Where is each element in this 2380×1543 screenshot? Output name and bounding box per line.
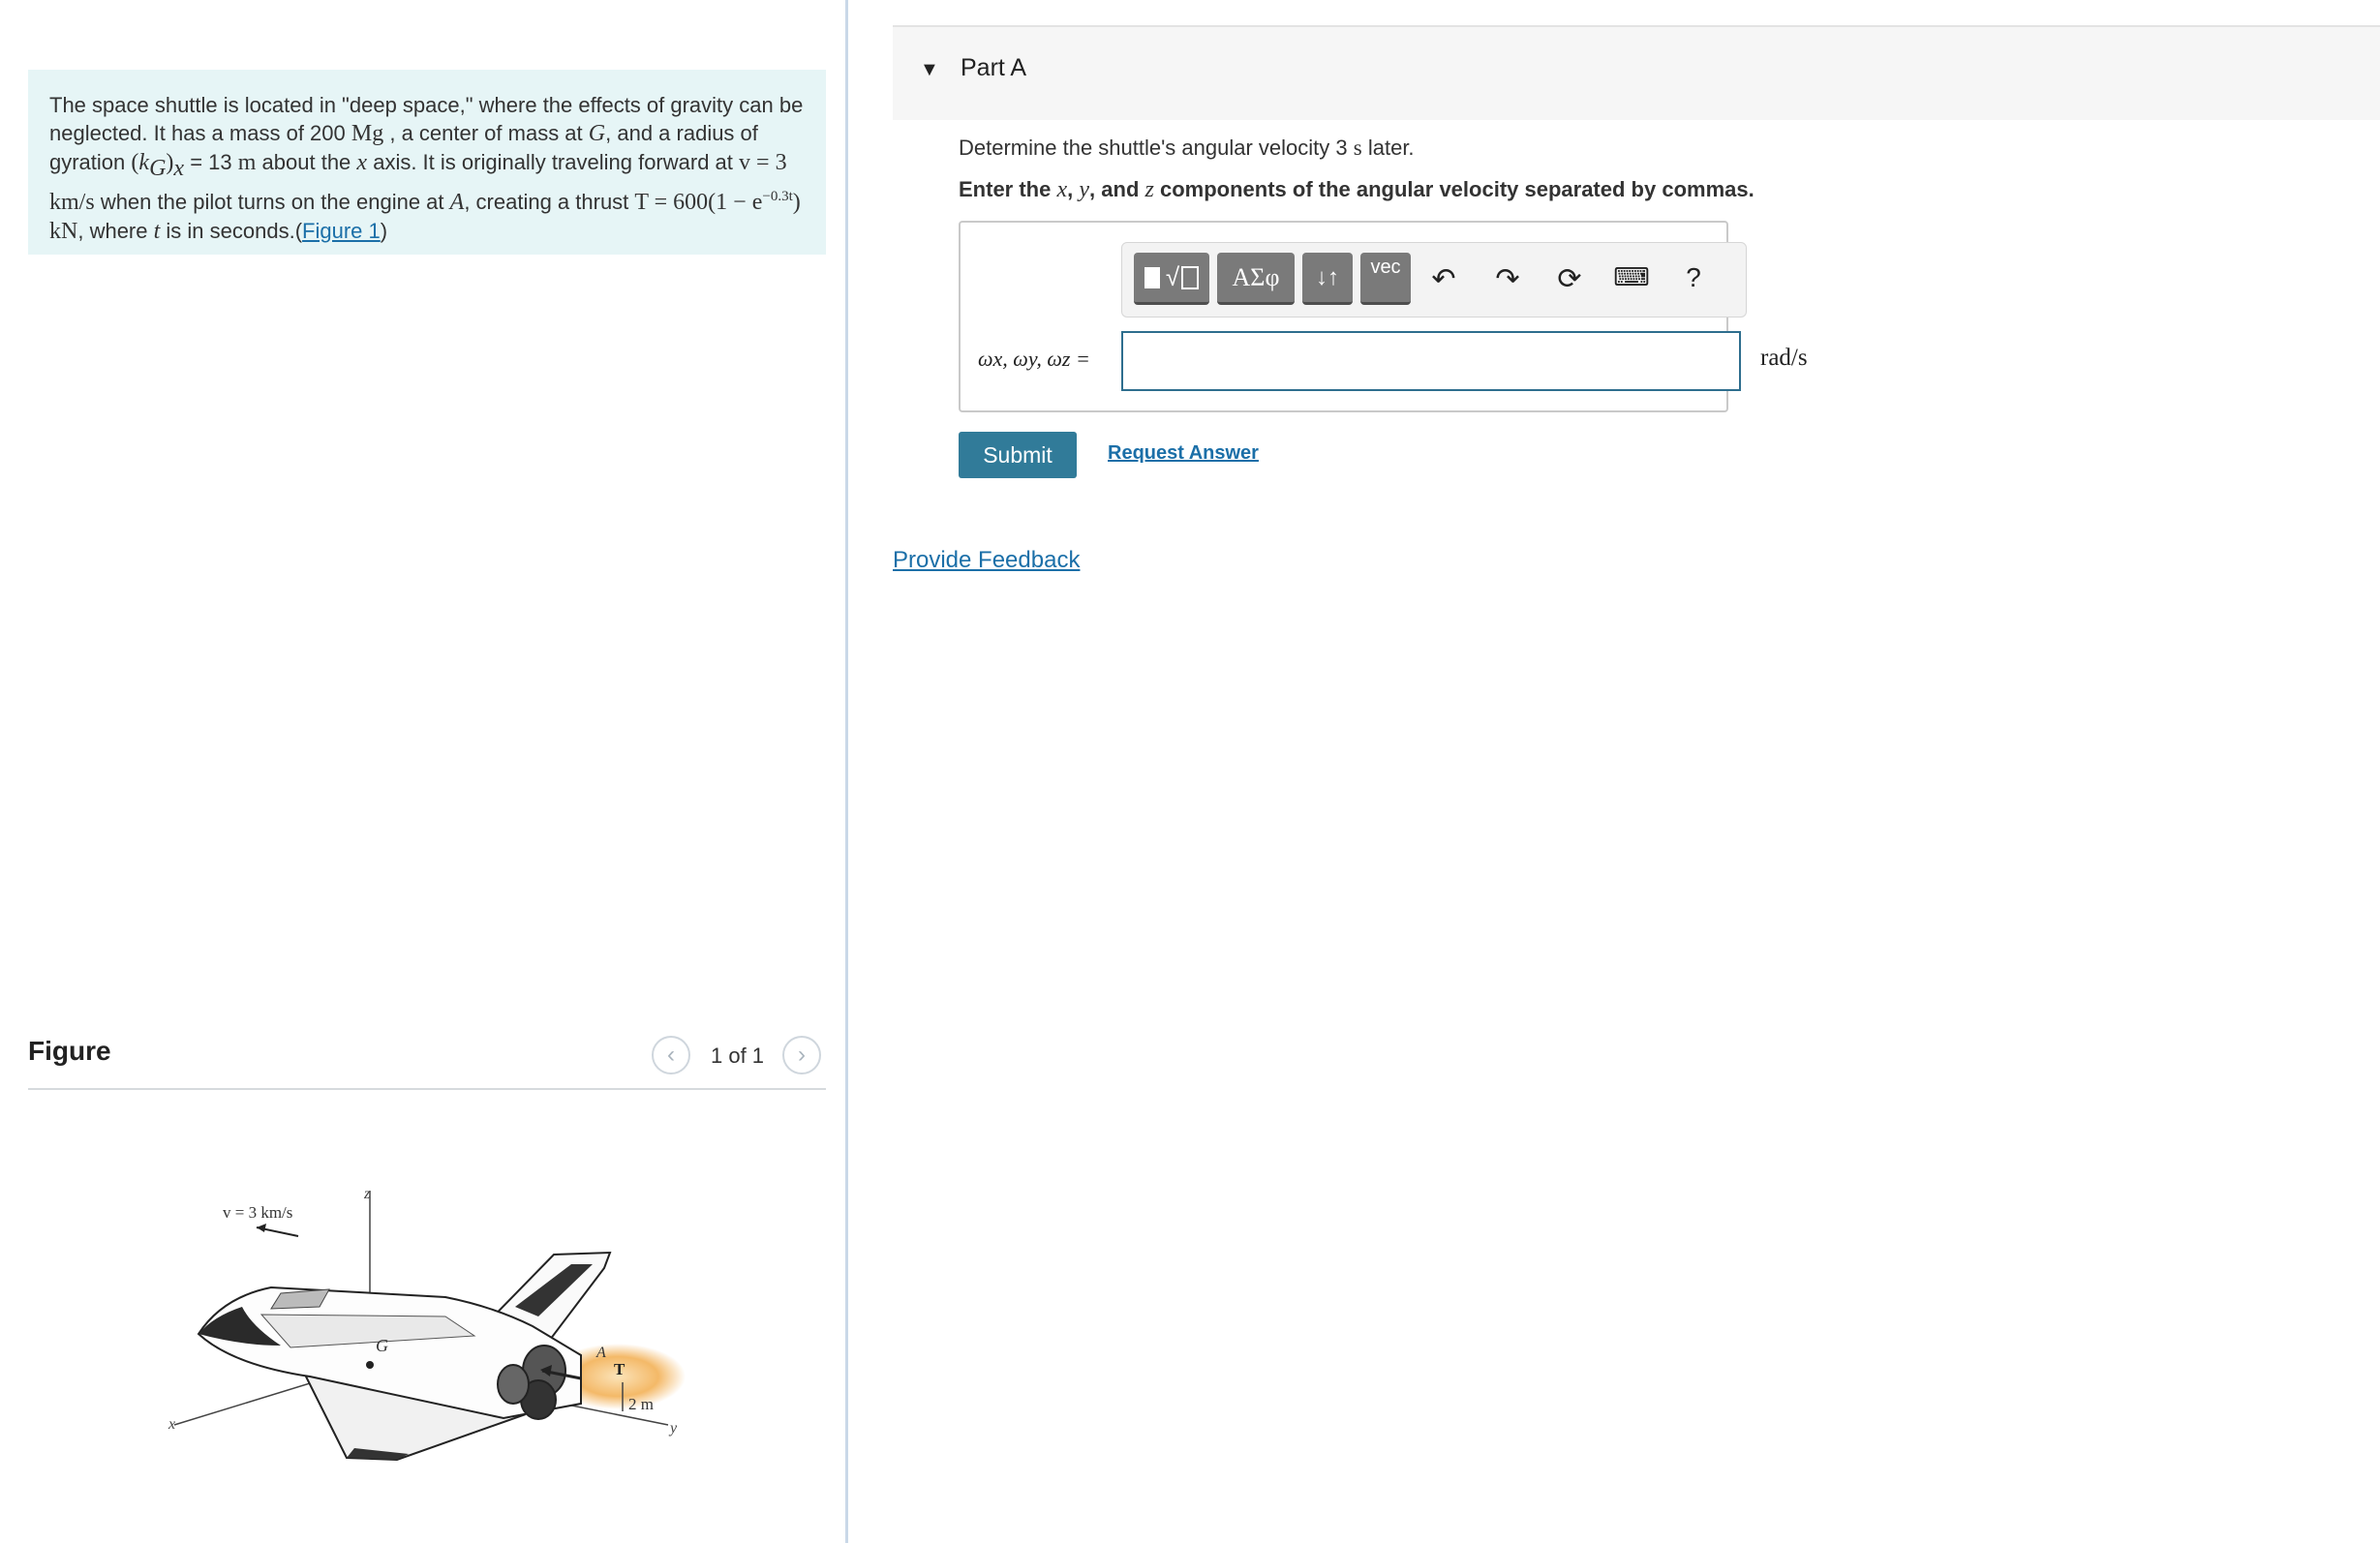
left-pane bbox=[0, 0, 845, 1543]
part-header[interactable] bbox=[893, 25, 2380, 120]
axis-symbol: x bbox=[356, 150, 368, 175]
undo-icon[interactable]: ↶ bbox=[1431, 263, 1456, 295]
time-symbol: t bbox=[153, 218, 161, 244]
angular-velocity-input[interactable] bbox=[1121, 331, 1741, 391]
greek-symbols-button[interactable]: ΑΣφ bbox=[1217, 253, 1295, 305]
chevron-right-icon: › bbox=[798, 1042, 806, 1068]
problem-text: , a center of mass at bbox=[389, 121, 583, 145]
problem-text: = 13 bbox=[190, 150, 232, 174]
radius-unit: m bbox=[237, 150, 257, 175]
keyboard-icon[interactable]: ⌨ bbox=[1613, 262, 1650, 291]
prev-figure-button[interactable] bbox=[652, 1036, 690, 1074]
problem-statement: The space shuttle is located in "deep space," where the effects of gravity can be neglected. It has a mass of 200 Mg , a center of mass at G, and a radius of gyration $(k_G)_x = 13$ m about the x axis. It is originally traveling forward at v = 3 km/s when the pilot turns on the engine at A, creating a thrust $T = 600(1 - e^{-0.3t})$ kN, where t is in seconds.(Figure 1) bbox=[28, 70, 826, 255]
instruction-text: Enter the x, y, and z components of the angular velocity separated by commas. bbox=[959, 177, 1754, 202]
template-box-icon bbox=[1144, 267, 1160, 288]
velocity-arrowhead bbox=[257, 1224, 266, 1232]
template-box-icon bbox=[1181, 266, 1199, 289]
figure-divider bbox=[28, 1088, 826, 1090]
math-toolbar bbox=[1121, 242, 1747, 318]
z-axis-label: z bbox=[364, 1186, 371, 1202]
figure-page-indicator: 1 of 1 bbox=[711, 1044, 765, 1068]
engine-symbol: A bbox=[449, 189, 465, 215]
problem-text: The space shuttle is located in "deep space," where the effects of gravity can be neglected. It has a mass of 200 bbox=[49, 93, 804, 145]
arrows-button[interactable]: ↓↑ bbox=[1302, 253, 1353, 305]
question-text: Determine the shuttle's angular velocity 3 s later. bbox=[959, 136, 1415, 160]
engine-label: A bbox=[596, 1345, 606, 1361]
redo-icon[interactable]: ↷ bbox=[1495, 263, 1520, 295]
answer-label: ωx, ωy, ωz = bbox=[978, 347, 1090, 371]
right-pane bbox=[848, 0, 2380, 1543]
problem-text: when the pilot turns on the engine at bbox=[100, 189, 444, 214]
problem-text: axis. It is originally traveling forward at bbox=[373, 150, 733, 174]
part-title: Part A bbox=[961, 54, 1027, 81]
center-label: G bbox=[376, 1336, 388, 1355]
thrust-expression: $T = 600(1 - e^{-0.3t})$ kN bbox=[49, 188, 801, 244]
thrust-label: T bbox=[614, 1360, 626, 1378]
request-answer-link[interactable]: Request Answer bbox=[1108, 442, 1259, 464]
mass-unit: Mg bbox=[351, 121, 384, 146]
problem-text: , and a radius of gyration bbox=[49, 121, 758, 174]
x-axis-label: x bbox=[168, 1416, 176, 1433]
chevron-left-icon: ‹ bbox=[667, 1042, 675, 1068]
velocity-label: v = 3 km/s bbox=[223, 1203, 293, 1222]
templates-button[interactable]: √ bbox=[1134, 253, 1209, 305]
shuttle-figure bbox=[155, 1171, 697, 1481]
velocity-expression: v = 3 km/s bbox=[49, 150, 787, 215]
provide-feedback-link[interactable]: Provide Feedback bbox=[893, 547, 1081, 573]
engine-nozzle bbox=[498, 1365, 529, 1404]
problem-text: , creating a thrust bbox=[464, 189, 629, 214]
distance-label: 2 m bbox=[628, 1395, 654, 1413]
figure-1-link[interactable]: Figure 1 bbox=[302, 218, 381, 243]
gyration-expression: $(k_G)_x$ bbox=[131, 150, 185, 181]
center-symbol: G bbox=[588, 121, 606, 146]
problem-text: about the bbox=[261, 150, 351, 174]
figure-title: Figure bbox=[28, 1036, 111, 1066]
problem-text: is in seconds.( bbox=[166, 218, 303, 243]
help-button[interactable]: ? bbox=[1686, 262, 1701, 292]
center-of-mass-point bbox=[366, 1361, 374, 1369]
answer-panel bbox=[959, 221, 1808, 412]
vector-button[interactable]: vec bbox=[1360, 253, 1411, 305]
next-figure-button[interactable] bbox=[782, 1036, 821, 1074]
problem-text: , where bbox=[77, 218, 148, 243]
answer-unit: rad/s bbox=[1760, 345, 1808, 371]
caret-down-icon[interactable]: ▼ bbox=[920, 59, 939, 80]
reset-icon[interactable]: ⟳ bbox=[1557, 263, 1582, 295]
submit-button[interactable]: Submit bbox=[959, 432, 1077, 478]
y-axis-label: y bbox=[670, 1420, 678, 1437]
